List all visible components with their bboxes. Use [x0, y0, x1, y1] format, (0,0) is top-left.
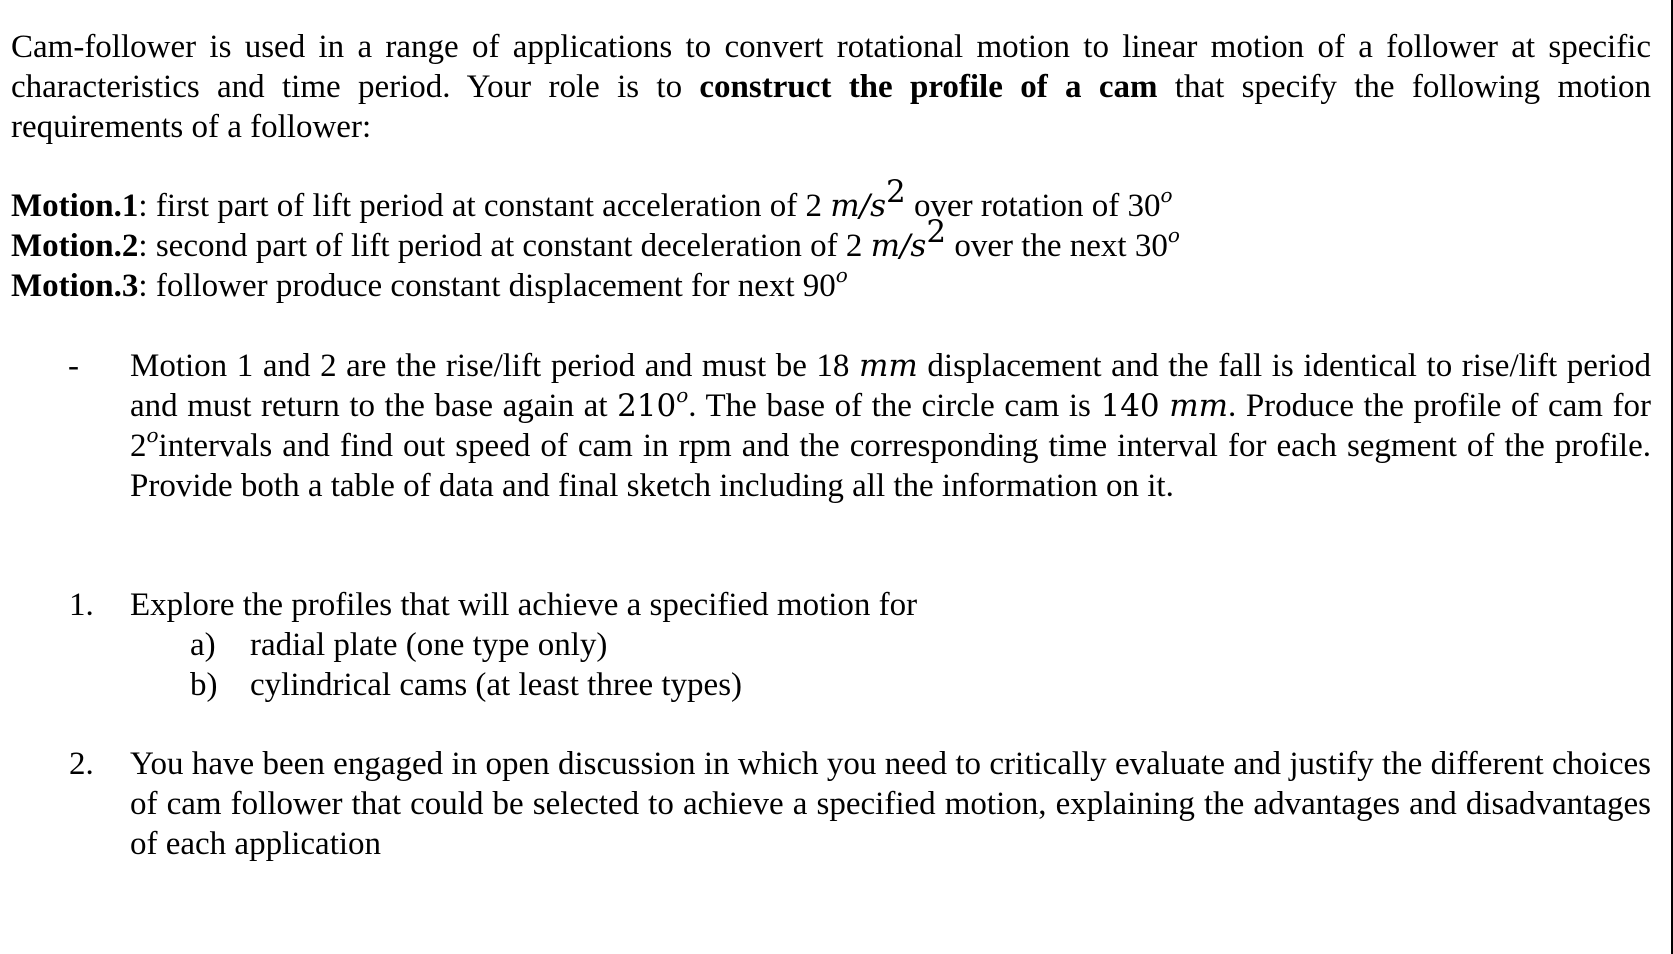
bullet-base-value: 140	[1100, 388, 1160, 424]
bullet-interval-degree: o	[146, 423, 159, 447]
bullet-text-5: intervals and find out speed of cam in rpm and the corresponding time interval for each segment of the profile. Provide both a table of data and final sketch including all the information on it.	[130, 428, 1651, 504]
bullet-angle-degree: o	[676, 383, 689, 407]
motion-2-degree: o	[1167, 223, 1180, 247]
bullet-marker: -	[68, 348, 79, 384]
motion-2-text: : second part of lift period at constant deceleration of 2	[138, 228, 871, 264]
motion-1-unit: m/s	[830, 188, 886, 224]
motion-3-line	[11, 263, 1651, 306]
bullet-paragraph	[130, 346, 1651, 506]
question-2-text: You have been engaged in open discussion in which you need to critically evaluate and justify the different choices of cam follower that could be selected to achieve a specified motion, explaining the advantages and disadvantages of each application	[130, 746, 1651, 862]
bullet-text-4: . Produce the profile of cam for 2	[130, 388, 1652, 464]
question-2-number: 2.	[69, 746, 94, 782]
motion-3-degree: o	[835, 263, 848, 287]
intro-text-part2: that specify the following motion requirements of a follower:	[11, 69, 1651, 145]
bullet-text-2: displacement and the fall is identical to rise/lift period and must return to the base again at	[130, 348, 1652, 424]
subitem-a-text: radial plate (one type only)	[250, 627, 608, 663]
subitem-b-text: cylindrical cams (at least three types)	[250, 667, 743, 703]
intro-paragraph	[11, 27, 1651, 147]
motion-1-text-b: over rotation of 30	[905, 188, 1161, 224]
motion-3-text: : follower produce constant displacement for next 90	[138, 268, 836, 304]
bullet-unit-mm-1: mm	[859, 348, 918, 384]
question-1-subitem-b	[190, 665, 1590, 705]
intro-text-part1: Cam-follower is used in a range of applications to convert rotational motion to linear motion of a follower at specific characteristics and time period. Your role is to	[11, 29, 1651, 105]
bullet-text-1: Motion 1 and 2 are the rise/lift period and must be 18	[130, 348, 860, 384]
subitem-b-label: b)	[190, 667, 218, 703]
motion-2-text-b: over the next 30	[946, 228, 1168, 264]
bullet-angle-value: 210	[617, 388, 677, 424]
question-1-number: 1.	[69, 587, 94, 623]
motion-1-text: : first part of lift period at constant acceleration of 2	[138, 188, 831, 224]
motion-requirements	[11, 174, 1651, 306]
motion-1-line	[11, 174, 1651, 226]
motion-1-degree: o	[1160, 183, 1173, 207]
motion-1-label: Motion.1	[11, 188, 139, 224]
motion-1-unit-exp: 2	[886, 174, 906, 210]
motion-2-label: Motion.2	[11, 228, 139, 264]
question-1-subitem-a	[190, 625, 1590, 665]
intro-bold-phrase: construct the profile of a cam	[699, 69, 1158, 105]
question-1-text: Explore the profiles that will achieve a specified motion for	[130, 587, 918, 623]
motion-2-unit: m/s	[870, 228, 927, 264]
motion-2-line	[11, 214, 1651, 266]
bullet-text-3: . The base of the circle cam is	[688, 388, 1101, 424]
subitem-a-label: a)	[190, 627, 216, 663]
motion-3-label: Motion.3	[11, 268, 139, 304]
motion-2-unit-exp: 2	[926, 214, 947, 250]
bullet-unit-mm-2: mm	[1169, 388, 1229, 424]
